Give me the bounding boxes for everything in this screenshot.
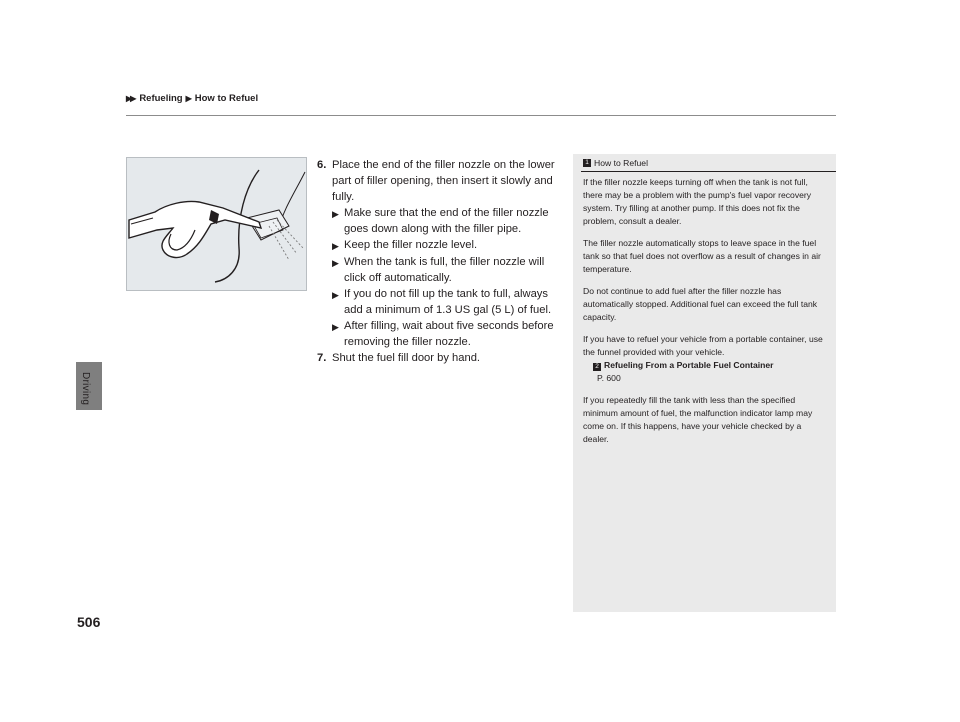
- cross-reference-title[interactable]: Refueling From a Portable Fuel Container: [604, 360, 774, 370]
- sub-step: [317, 254, 564, 286]
- sub-step-text: If you do not fill up the tank to full, always add a minimum of 1.3 US gal (5 L) of fuel.: [344, 288, 552, 316]
- sub-step: [317, 205, 564, 237]
- note-paragraph: If the filler nozzle keeps turning off when the tank is not full, there may be a problem with the pump's fuel vapor recovery system. Try filling at another pump. If this does not fix the problem, consult a dealer.: [583, 177, 812, 226]
- breadcrumb: [126, 93, 258, 104]
- cross-reference-link[interactable]: [583, 359, 829, 372]
- arrow-icon: ▶: [332, 209, 339, 219]
- arrow-icon: ▶: [332, 322, 339, 332]
- section-label: Driving: [80, 372, 91, 406]
- fuel-nozzle-icon: [127, 158, 307, 291]
- sub-step: [317, 237, 564, 254]
- side-note: [573, 154, 836, 612]
- arrow-icon: ▶: [332, 290, 339, 300]
- step-number: 6.: [317, 159, 327, 171]
- arrow-icon: ▶: [332, 241, 339, 251]
- step-text: Place the end of the filler nozzle on the lower part of filler opening, then insert it slowly and fully.: [332, 159, 555, 203]
- note-header: [573, 158, 836, 168]
- breadcrumb-arrow-icon: ▶: [185, 94, 190, 103]
- breadcrumb-item-refueling[interactable]: Refueling: [139, 93, 183, 104]
- instruction-steps: [317, 157, 564, 366]
- step-7: [317, 350, 564, 366]
- note-body: [583, 176, 829, 455]
- fuel-nozzle-illustration: [126, 157, 307, 291]
- note-divider: [581, 171, 836, 172]
- step-text: Shut the fuel fill door by hand.: [332, 352, 481, 364]
- note-paragraph: If you have to refuel your vehicle from a portable container, use the funnel provided with your vehicle.: [583, 334, 823, 357]
- header-divider: [126, 115, 836, 116]
- sub-step-text: Keep the filler nozzle level.: [344, 239, 478, 251]
- note-paragraph: The filler nozzle automatically stops to leave space in the fuel tank so that fuel does not overflow as a result of changes in air temperature.: [583, 238, 821, 274]
- cross-reference-icon: 2: [593, 363, 601, 371]
- breadcrumb-arrow-icon: ▶▶: [126, 94, 135, 103]
- sub-step-text: When the tank is full, the filler nozzle will click off automatically.: [344, 256, 545, 284]
- arrow-icon: ▶: [332, 258, 339, 268]
- step-number: 7.: [317, 352, 327, 364]
- sub-step: [317, 318, 564, 350]
- breadcrumb-item-how-to-refuel[interactable]: How to Refuel: [194, 93, 259, 104]
- sub-step-text: Make sure that the end of the filler nozzle goes down along with the filler pipe.: [344, 207, 549, 235]
- page-number: 506: [77, 614, 101, 630]
- step-6: [317, 157, 564, 205]
- note-title: How to Refuel: [594, 158, 648, 168]
- sub-step: [317, 286, 564, 318]
- note-paragraph: If you repeatedly fill the tank with less than the specified minimum amount of fuel, the malfunction indicator lamp may come on. If this happens, have your vehicle checked by a dealer.: [583, 395, 813, 444]
- cross-reference-page[interactable]: P. 600: [597, 373, 621, 383]
- note-tag-icon: 1: [583, 159, 591, 167]
- sub-step-text: After filling, wait about five seconds before removing the filler nozzle.: [344, 320, 554, 348]
- note-paragraph: Do not continue to add fuel after the filler nozzle has automatically stopped. Additional fuel can exceed the full tank capacity.: [583, 286, 818, 322]
